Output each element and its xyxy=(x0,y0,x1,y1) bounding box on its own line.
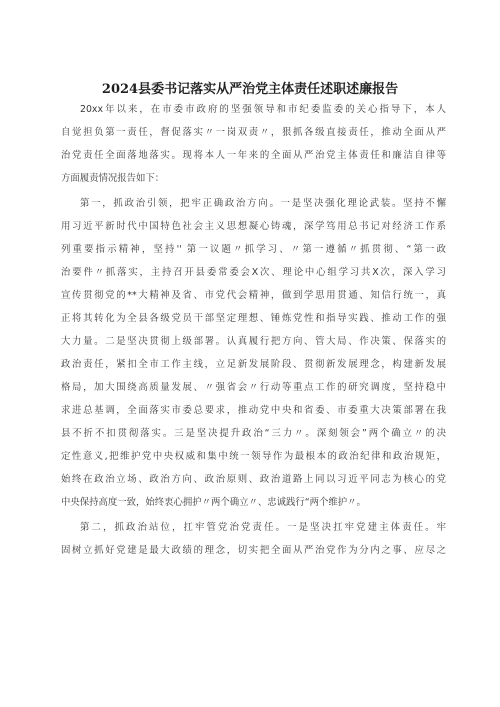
paragraph-line: 宣传贯彻党的**大精神及省、市党代会精神，做到学思用贯通、知信行统一，真 xyxy=(61,290,446,301)
paragraph-line: 县不折不扣贯彻落实。三是坚决提升政治“三力〃。深刻领会”两个确立〃的决 xyxy=(61,428,446,439)
paragraph-line: 第二，抓政治站位，扛牢管党治党责任。一是坚决扛牢党建主体责任。牢 xyxy=(80,522,446,533)
paragraph-line: 自觉担负第一责任，督促落实〃一岗双责〃，狠抓各级直接责任，推动全面从严 xyxy=(61,127,446,138)
paragraph-line: 第一，抓政治引领，把牢正确政治方向。一是坚决强化理论武装。坚持不懈 xyxy=(80,198,446,209)
paragraph-line: 正将其转化为全县各级党员干部坚定理想、锤炼党性和指导实践、推动工作的强 xyxy=(61,313,446,324)
paragraph-section-one xyxy=(61,192,446,514)
paragraph-line: 固树立抓好党建是最大政绩的理念，切实把全面从严治党作为分内之事、应尽之 xyxy=(61,545,446,556)
paragraph-line: 20xx年以来，在市委市政府的坚强领导和市纪委监委的关心指导下，本人 xyxy=(80,104,446,115)
document-body xyxy=(61,98,446,562)
paragraph-line: 大力量。二是坚决贯彻上级部署。认真履行把方向、管大局、作决策、保落实的 xyxy=(61,336,446,347)
paragraph-line: 列重要指示精神，坚持'' 第一议题〃抓学习、〃第一遵循〃抓贯彻、“第一政 xyxy=(61,244,446,255)
paragraph-line: 求进总基调，全面落实市委总要求，推动党中央和省委、市委重大决策部署在我 xyxy=(61,405,446,416)
paragraph-line: 方面履责情况报告如下： xyxy=(61,173,165,184)
paragraph-line: 治要件〃抓落实，主持召开县委常委会X次、理论中心组学习共X次，深入学习 xyxy=(61,267,446,278)
paragraph-line: 中央保持高度一致，始终衷心拥护〃两个确立〃、忠诚践行“两个维护〃。 xyxy=(61,497,366,508)
paragraph-line: 政治责任，紧扣全市工作主线，立足新发展阶段、贯彻新发展理念，构建新发展 xyxy=(61,359,446,370)
paragraph-section-two xyxy=(61,516,446,562)
paragraph-line: 始终在政治立场、政治方向、政治原则、政治道路上同以习近平同志为核心的党 xyxy=(61,474,446,485)
paragraph-line: 格局，加大围绕高质量发展、〃强省会〃行动等重点工作的研究调度，坚持稳中 xyxy=(61,382,446,393)
paragraph-line: 治党责任全面落地落实。现将本人一年来的全面从严治党主体责任和廉洁自律等 xyxy=(61,150,446,161)
paragraph-line: 用习近平新时代中国特色社会主义思想凝心铸魂，深学笃用总书记对经济工作系 xyxy=(61,221,446,232)
document-title: 2024县委书记落实从严治党主体责任述职述廉报告 xyxy=(101,82,399,97)
paragraph-intro xyxy=(61,98,446,190)
paragraph-line: 定性意义,把维护党中央权威和集中统一领导作为最根本的政治纪律和政治规矩， xyxy=(61,451,446,462)
